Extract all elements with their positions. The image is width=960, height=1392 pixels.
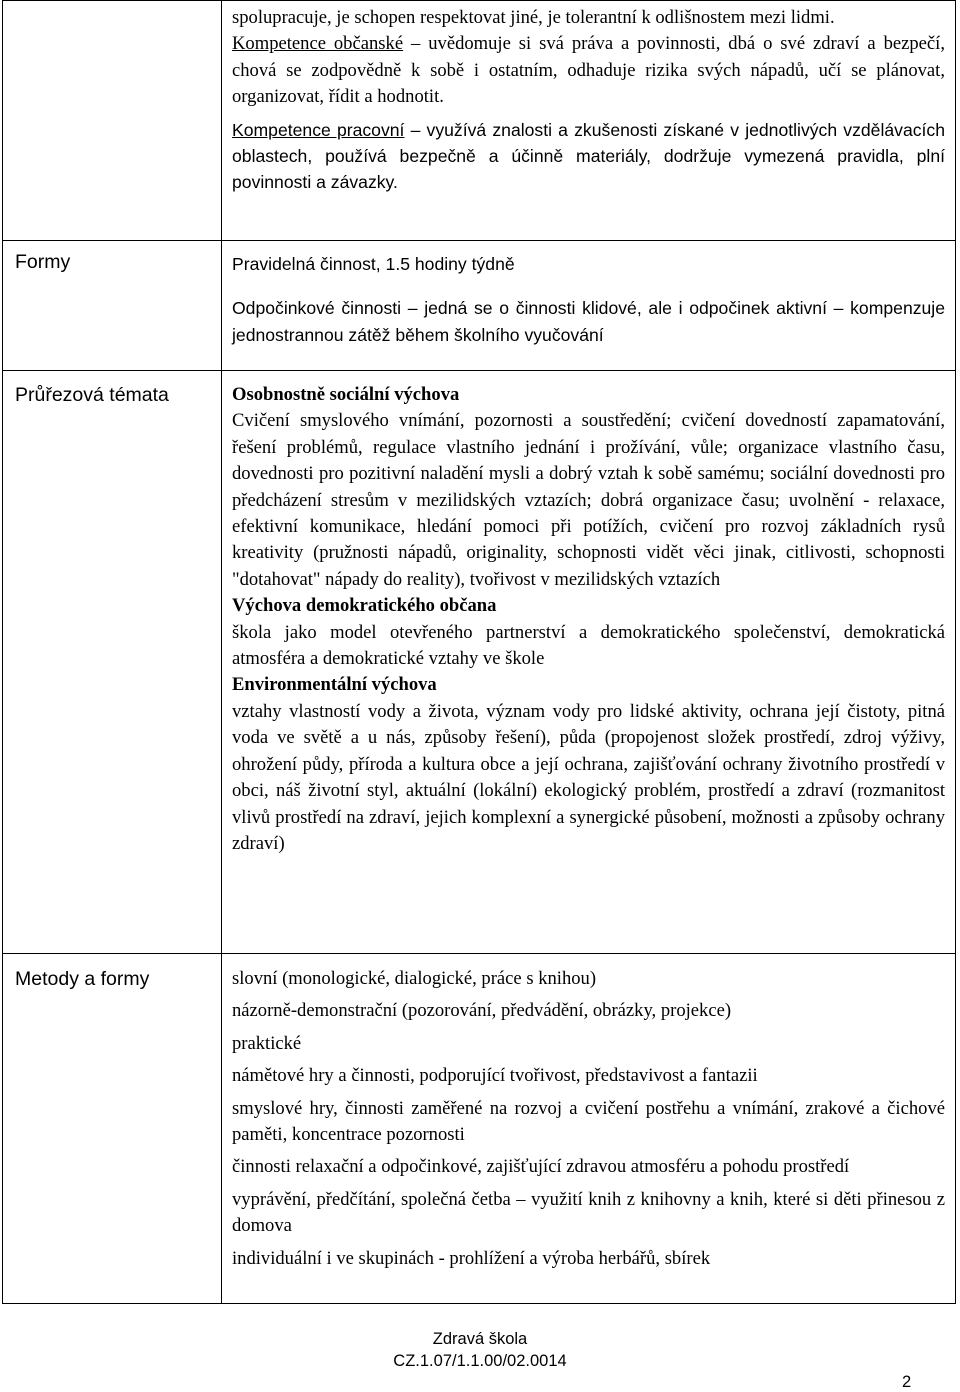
page-number: 2 <box>902 1373 912 1391</box>
method-item: vyprávění, předčítání, společná četba – využití knih z knihovny a knih, které si děti přinesou z domova <box>232 1188 945 1237</box>
forms-line-2: Odpočinkové činnosti – jedná se o činnosti klidové, ale i odpočinek aktivní – kompenzuje jednostrannou zátěž během školního vyučování <box>232 298 945 345</box>
theme-text: Cvičení smyslového vnímání, pozornosti a soustředění; cvičení dovedností zapamatování, řešení problémů, regulace vlastního jednání i prožívání, vůle; organizace vlastního času, dovednosti pro pozitivní naladění mysli a dobrý vztah k sobě samému; sociální dovednosti pro předcházení stresům v mezilidských vztazích; dobrá organizace času; uvolnění - relaxace, efektivní komunikace, hledání pomoci při potížích, cvičení pro rozvoj základních rysů kreativity (pružnosti nápadů, originality, schopnosti vidět věci jinak, citlivosti, schopnosti "dotahovat" nápady do reality), tvořivost v mezilidských vztazích <box>232 410 945 590</box>
method-item: slovní (monologické, dialogické, práce s knihou) <box>232 968 597 989</box>
methods-label: Metody a formy <box>3 954 222 1304</box>
themes-label: Průřezová témata <box>3 371 222 954</box>
methods-cell <box>222 954 956 1304</box>
method-item: názorně-demonstrační (pozorování, předvádění, obrázky, projekce) <box>232 1000 732 1022</box>
table-row-competences <box>3 1 956 241</box>
competences-cell <box>222 1 956 241</box>
civic-label: Kompetence občanské <box>232 33 404 55</box>
table-row-forms <box>3 241 956 371</box>
theme-heading: Osobnostně sociální výchova <box>232 384 460 405</box>
footer-title: Zdravá škola <box>432 1330 528 1348</box>
table-row-methods <box>3 954 956 1304</box>
table-row-themes <box>3 371 956 954</box>
themes-cell <box>222 371 956 954</box>
forms-line-1: Pravidelná činnost, 1.5 hodiny týdně <box>232 254 515 274</box>
footer-code: CZ.1.07/1.1.00/02.0014 <box>393 1352 567 1370</box>
method-item: činnosti relaxační a odpočinkové, zajišťující zdravou atmosféru a pohodu prostředí <box>232 1156 850 1178</box>
forms-label: Formy <box>3 241 222 371</box>
competence-work <box>232 117 945 196</box>
method-item: námětové hry a činnosti, podporující tvořivost, představivost a fantazii <box>232 1065 758 1087</box>
method-item: individuální i ve skupinách - prohlížení a výroba herbářů, sbírek <box>232 1247 711 1269</box>
row-label-empty <box>3 1 222 241</box>
theme-heading: Výchova demokratického občana <box>232 595 497 617</box>
curriculum-table <box>2 0 956 1304</box>
theme-heading: Environmentální výchova <box>232 674 437 696</box>
method-item: praktické <box>232 1032 302 1054</box>
competence-continuation: spolupracuje, je schopen respektovat jiné, je tolerantní k odlišnostem mezi lidmi. <box>232 7 835 28</box>
civic-text: – uvědomuje si svá práva a povinnosti, dbá o své zdraví a bezpečí, chová se zodpovědně k sobě i ostatním, odhaduje rizika svých nápadů, učí se plánovat, organizovat, řídit a hodnotit. <box>232 33 945 108</box>
work-label: Kompetence pracovní <box>232 119 405 140</box>
forms-cell <box>222 241 956 371</box>
theme-text: škola jako model otevřeného partnerství a demokratického společenství, demokratická atmosféra a demokratické vztahy ve škole <box>232 621 945 670</box>
method-item: smyslové hry, činnosti zaměřené na rozvoj a cvičení postřehu a vnímání, zrakové a čichové paměti, koncentrace pozornosti <box>232 1097 945 1146</box>
theme-text: vztahy vlastností vody a života, význam vody pro lidské aktivity, ochrana její čistoty, pitná voda ve světě a u nás, způsoby řešení), půda (propojenost složek prostředí, zdroj výživy, ohrožení půdy, příroda a kultura obce a její ochrana, zajišťování ochrany životního prostředí v obci, náš životní styl, aktuální (lokální) ekologický problém, prostředí a zdraví (rozmanitost vlivů prostředí na zdraví, jejich komplexní a synergické působení, možnosti a způsoby ochrany zdraví) <box>232 700 945 854</box>
work-text: – využívá znalosti a zkušenosti získané v jednotlivých vzdělávacích oblastech, používá bezpečně a účinně materiály, dodržuje vymezená pravidla, plní povinnosti a závazky. <box>232 119 945 193</box>
competence-civic <box>232 31 945 110</box>
